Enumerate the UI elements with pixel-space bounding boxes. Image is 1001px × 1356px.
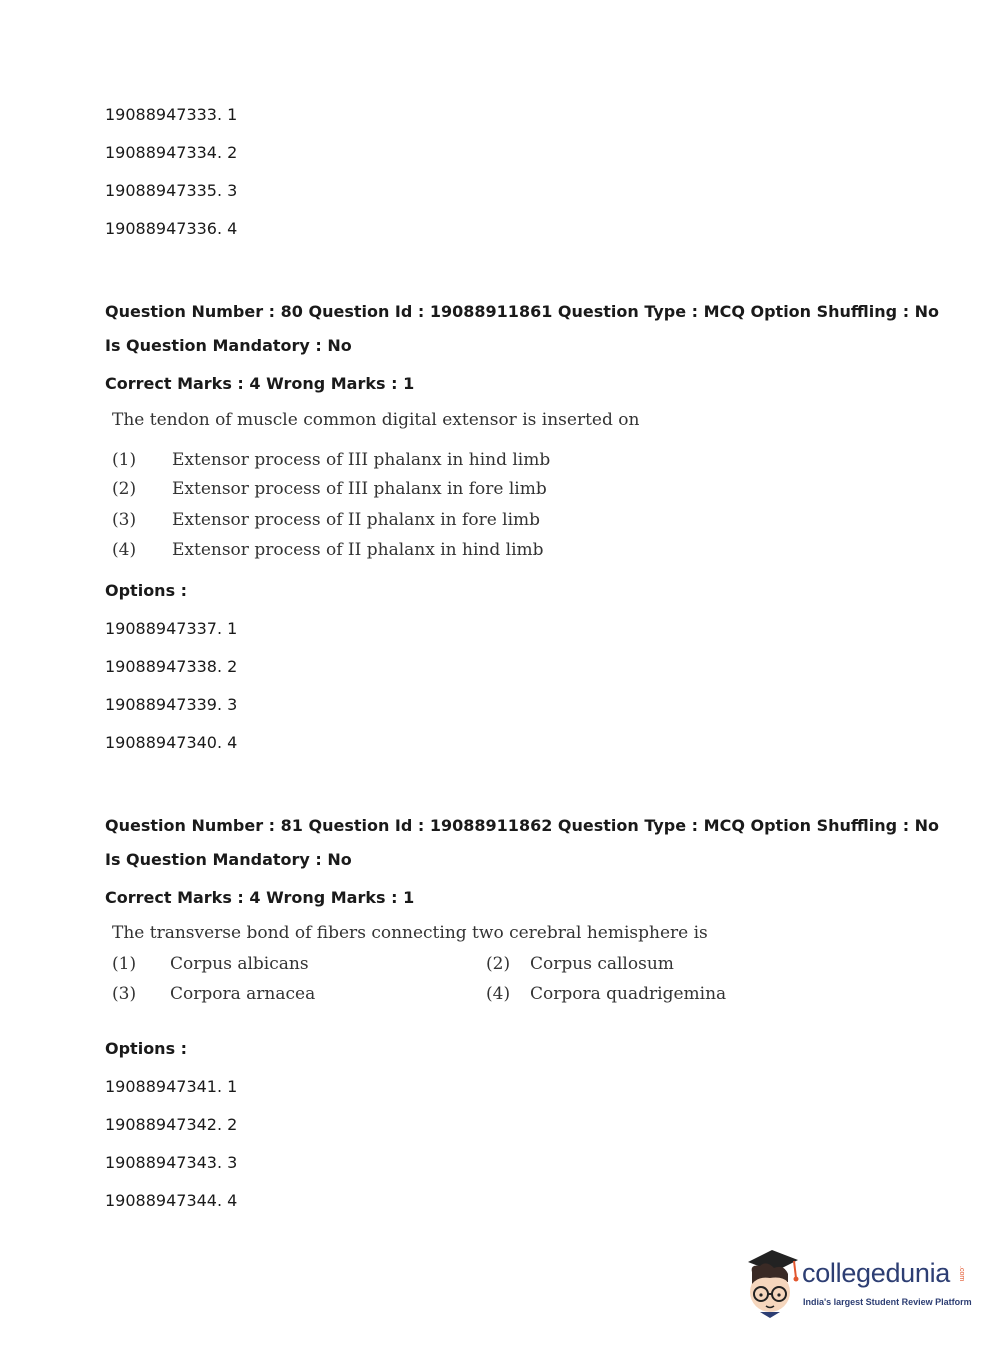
question-marks: Correct Marks : 4 Wrong Marks : 1 [105,374,415,393]
option-item: 19088947342. 2 [105,1115,238,1134]
choice-text: Extensor process of III phalanx in fore limb [172,479,547,499]
option-item: 19088947334. 2 [105,143,238,162]
choice-number: (2) [486,954,511,974]
question-header: Question Number : 80 Question Id : 19088911861 Question Type : MCQ Option Shuffling : No [105,302,940,321]
student-mascot-icon [742,1248,802,1318]
logo-wordmark: collegedunia [802,1258,951,1288]
option-item: 19088947343. 3 [105,1153,238,1172]
choice-text: Extensor process of III phalanx in hind limb [172,450,551,470]
question-mandatory: Is Question Mandatory : No [105,850,352,869]
logo-suffix: .com [958,1266,965,1282]
question-stem: The tendon of muscle common digital extensor is inserted on [112,410,640,430]
choice-text: Corpora arnacea [170,984,316,1004]
choice-text: Corpus callosum [530,954,674,974]
question-stem: The transverse bond of fibers connecting two cerebral hemisphere is [112,923,708,943]
choice-number: (3) [112,510,137,530]
choice-number: (2) [112,479,137,499]
option-item: 19088947338. 2 [105,657,238,676]
logo-tagline: India's largest Student Review Platform [803,1297,972,1307]
option-item: 19088947337. 1 [105,619,238,638]
question-marks: Correct Marks : 4 Wrong Marks : 1 [105,888,415,907]
option-item: 19088947336. 4 [105,219,238,238]
options-label: Options : [105,581,188,600]
question-mandatory: Is Question Mandatory : No [105,336,352,355]
choice-text: Extensor process of II phalanx in hind limb [172,540,544,560]
option-item: 19088947333. 1 [105,105,238,124]
choice-number: (1) [112,954,137,974]
choice-text: Corpora quadrigemina [530,984,727,1004]
choice-text: Extensor process of II phalanx in fore limb [172,510,541,530]
options-label: Options : [105,1039,188,1058]
choice-number: (3) [112,984,137,1004]
option-item: 19088947339. 3 [105,695,238,714]
choice-number: (4) [112,540,137,560]
option-item: 19088947340. 4 [105,733,238,752]
collegedunia-logo[interactable] [742,1248,972,1318]
option-item: 19088947341. 1 [105,1077,238,1096]
choice-number: (1) [112,450,137,470]
option-item: 19088947335. 3 [105,181,238,200]
question-header: Question Number : 81 Question Id : 19088911862 Question Type : MCQ Option Shuffling : No [105,816,940,835]
choice-number: (4) [486,984,511,1004]
option-item: 19088947344. 4 [105,1191,238,1210]
choice-text: Corpus albicans [170,954,309,974]
